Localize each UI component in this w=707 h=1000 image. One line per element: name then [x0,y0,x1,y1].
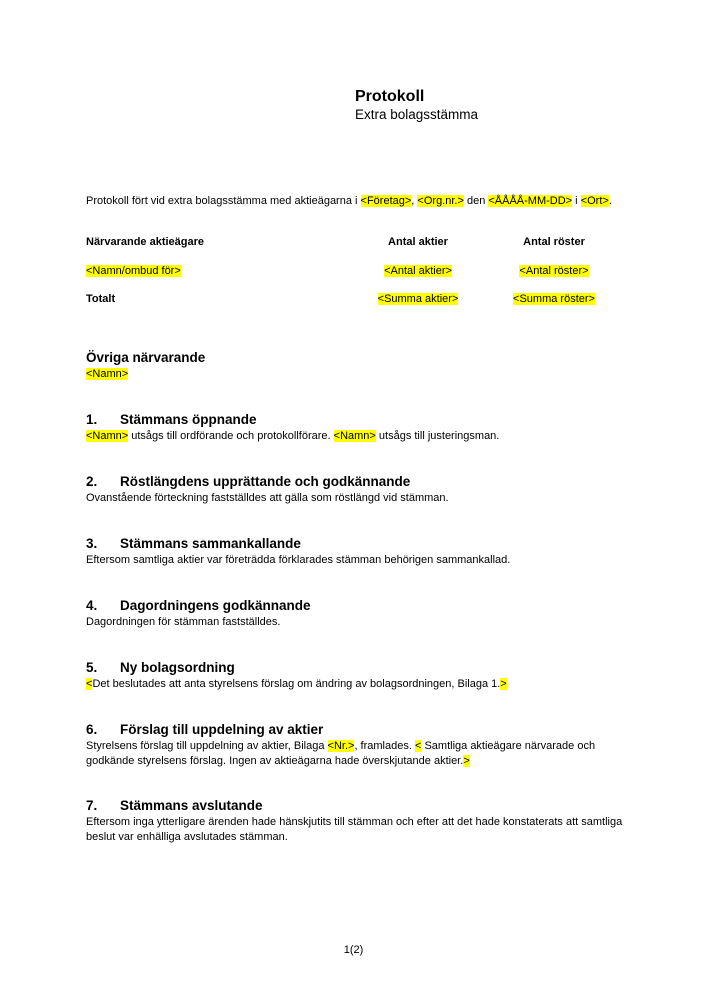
section-body [86,429,631,444]
place-placeholder[interactable]: <Ort> [580,195,609,207]
intro-text: , [411,195,418,207]
section-text: , framlades. [354,740,415,752]
section-number: 7. [86,798,98,813]
section-2 [86,473,631,506]
section-title: Ny bolagsordning [120,660,235,675]
other-name-placeholder[interactable]: <Namn> [86,368,129,380]
intro-text: i [572,195,581,207]
table-header-row [86,236,626,265]
section-1 [86,411,631,444]
page-number: 1(2) [343,944,364,956]
section-title: Stämmans sammankallande [120,536,301,551]
section-text: Styrelsens förslag till uppdelning av aktier, Bilaga [86,740,328,752]
intro-text: Protokoll fört vid extra bolagsstämma med aktieägarna i [86,195,361,207]
section-6 [86,721,631,768]
adjuster-name-placeholder[interactable]: <Namn> [333,430,376,442]
optional-open-marker[interactable]: < [86,678,93,690]
section-number: 4. [86,598,98,613]
section-text: Samtliga aktieägare närvarade och godkände styrelsens förslag. Ingen av aktieägarna hade överskjutande aktier. [86,740,596,767]
optional-close-marker[interactable]: > [500,678,507,690]
company-placeholder[interactable]: <Företag> [360,195,412,207]
intro-text: . [608,195,612,207]
section-title: Röstlängdens upprättande och godkännande [120,474,411,489]
shareholder-name-placeholder[interactable]: <Namn/ombud för> [86,264,181,277]
total-shares-placeholder[interactable]: <Summa aktier> [377,293,459,305]
intro-paragraph [86,194,636,209]
column-header-shareholder: Närvarande aktieägare [86,236,205,248]
column-header-shares: Antal aktier [388,236,448,248]
total-label: Totalt [86,293,116,305]
section-7 [86,797,631,844]
section-number: 1. [86,412,98,427]
section-4 [86,597,631,630]
table-row [86,265,626,294]
shares-count-placeholder[interactable]: <Antal aktier> [384,264,452,277]
section-number: 3. [86,536,98,551]
votes-count-placeholder[interactable]: <Antal röster> [519,264,589,277]
document-title: Protokoll [355,88,425,105]
section-body: Ovanstående förteckning fastställdes att gälla som röstlängd vid stämman. [86,492,449,504]
section-text: utsågs till justeringsman. [375,430,500,442]
section-title: Förslag till uppdelning av aktier [120,722,324,737]
optional-close-marker[interactable]: > [463,754,470,767]
shareholders-table [86,236,626,322]
section-body [86,677,631,692]
orgnr-placeholder[interactable]: <Org.nr.> [417,195,464,207]
date-placeholder[interactable]: <ÅÅÅÅ-MM-DD> [488,195,573,207]
document-header [355,87,478,123]
section-body: Dagordningen för stämman fastställdes. [86,616,281,628]
intro-text: den [463,195,489,207]
optional-open-marker[interactable]: < [414,740,422,752]
table-total-row [86,293,626,322]
column-header-votes: Antal röster [523,236,585,248]
appendix-number-placeholder[interactable]: <Nr.> [327,740,355,752]
section-body: Eftersom inga ytterligare ärenden hade hänskjutits till stämman och efter att det hade konstaterats att samtliga beslut var enhälliga avslutades stämman. [86,816,623,843]
section-title: Dagordningens godkännande [120,598,311,613]
section-title: Stämmans avslutande [120,798,263,813]
section-5 [86,659,631,692]
section-body [86,739,631,768]
section-heading: Övriga närvarande [86,350,206,365]
section-number: 6. [86,722,98,737]
total-votes-placeholder[interactable]: <Summa röster> [513,293,595,305]
document-subtitle: Extra bolagsstämma [355,107,479,122]
section-3 [86,535,631,568]
section-title: Stämmans öppnande [120,412,257,427]
section-body: Eftersom samtliga aktier var företrädda förklarades stämman behörigen sammankallad. [86,554,511,566]
section-number: 5. [86,660,98,675]
section-text: utsågs till ordförande och protokollförare. [128,430,334,442]
section-number: 2. [86,474,98,489]
section-others-present [86,349,631,382]
chair-name-placeholder[interactable]: <Namn> [86,430,129,442]
section-text: Det beslutades att anta styrelsens förslag om ändring av bolagsordningen, Bilaga 1. [92,678,501,690]
